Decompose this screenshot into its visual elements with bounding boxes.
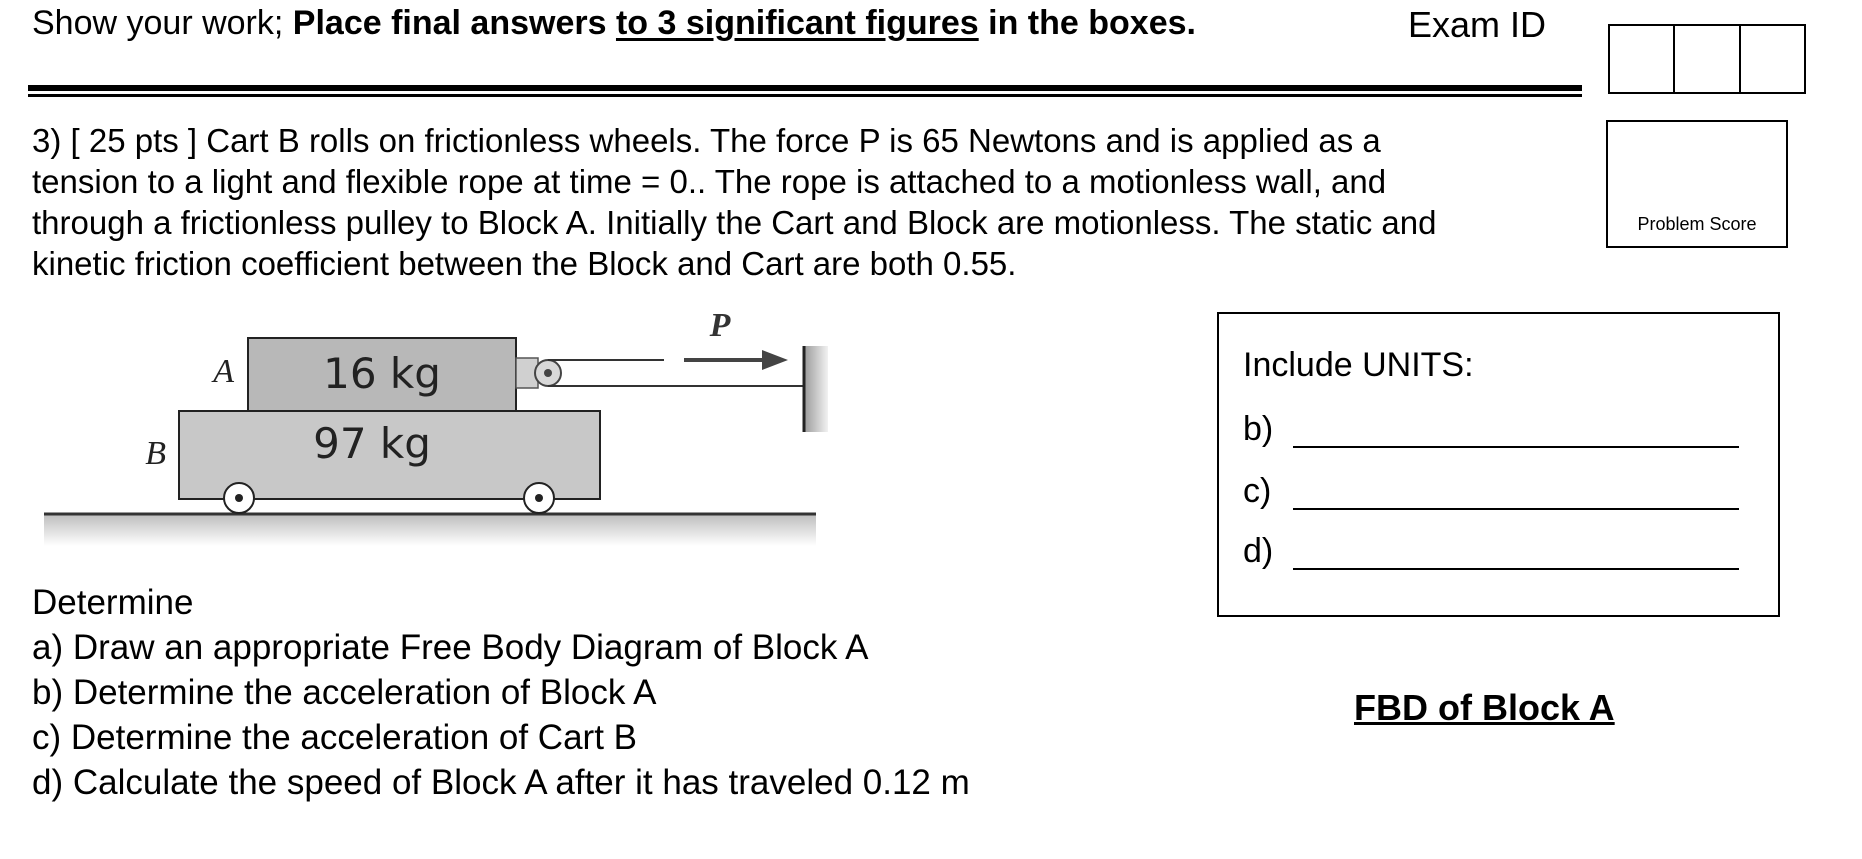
exam-id-box-3[interactable] <box>1741 26 1804 92</box>
ground-shadow <box>44 514 816 546</box>
answer-label-d: d) <box>1243 532 1274 570</box>
problem-statement <box>32 120 1602 284</box>
wheel-right <box>524 483 554 513</box>
exam-id-box-1[interactable] <box>1610 26 1675 92</box>
block-a-label: A <box>213 353 234 390</box>
problem-line: through a frictionless pulley to Block A. Initially the Cart and Block are motionless. The static and <box>32 204 1437 241</box>
determine-item: b) Determine the acceleration of Block A <box>32 673 657 712</box>
determine-item: c) Determine the acceleration of Cart B <box>32 718 637 757</box>
answer-field-c[interactable] <box>1293 508 1739 510</box>
exam-id-box-2[interactable] <box>1675 26 1740 92</box>
instruction-bold-2: in the boxes. <box>988 4 1196 42</box>
cart-b-mass: 97 kg <box>313 419 431 468</box>
header-rule-thin <box>28 94 1582 97</box>
instruction-prefix: Show your work; <box>32 4 284 42</box>
force-arrow-icon <box>684 350 788 370</box>
problem-score-label: Problem Score <box>1637 214 1757 234</box>
wall <box>804 346 828 432</box>
problem-line: kinetic friction coefficient between the Block and Cart are both 0.55. <box>32 245 1017 282</box>
header-instructions <box>32 4 1196 43</box>
force-label: P <box>709 307 731 344</box>
answer-field-b[interactable] <box>1293 446 1739 448</box>
answer-label-b: b) <box>1243 410 1274 448</box>
pulley-icon <box>516 358 561 388</box>
problem-line: tension to a light and flexible rope at time = 0.. The rope is attached to a motionless wall, and <box>32 163 1387 200</box>
fbd-heading: FBD of Block A <box>1354 687 1615 728</box>
instruction-bold-1: Place final answers <box>292 4 607 42</box>
determine-section <box>32 580 970 805</box>
answer-field-d[interactable] <box>1293 568 1739 570</box>
problem-line: 3) [ 25 pts ] Cart B rolls on frictionless wheels. The force P is 65 Newtons and is applied as a <box>32 122 1381 159</box>
determine-item: a) Draw an appropriate Free Body Diagram of Block A <box>32 628 869 667</box>
exam-id-label: Exam ID <box>1408 4 1547 45</box>
determine-heading: Determine <box>32 583 194 622</box>
cart-block-figure <box>36 288 856 578</box>
problem-score-box[interactable] <box>1606 120 1788 248</box>
exam-id-boxes <box>1608 24 1806 94</box>
instruction-underlined: to 3 significant figures <box>615 4 979 42</box>
block-a-mass: 16 kg <box>323 349 441 398</box>
cart-b-label: B <box>145 435 166 472</box>
header-rule-thick <box>28 85 1582 91</box>
answer-label-c: c) <box>1243 472 1272 510</box>
answer-box-title: Include UNITS: <box>1243 346 1474 384</box>
determine-item: d) Calculate the speed of Block A after it has traveled 0.12 m <box>32 763 970 802</box>
wheel-left <box>224 483 254 513</box>
answer-box <box>1217 312 1780 617</box>
